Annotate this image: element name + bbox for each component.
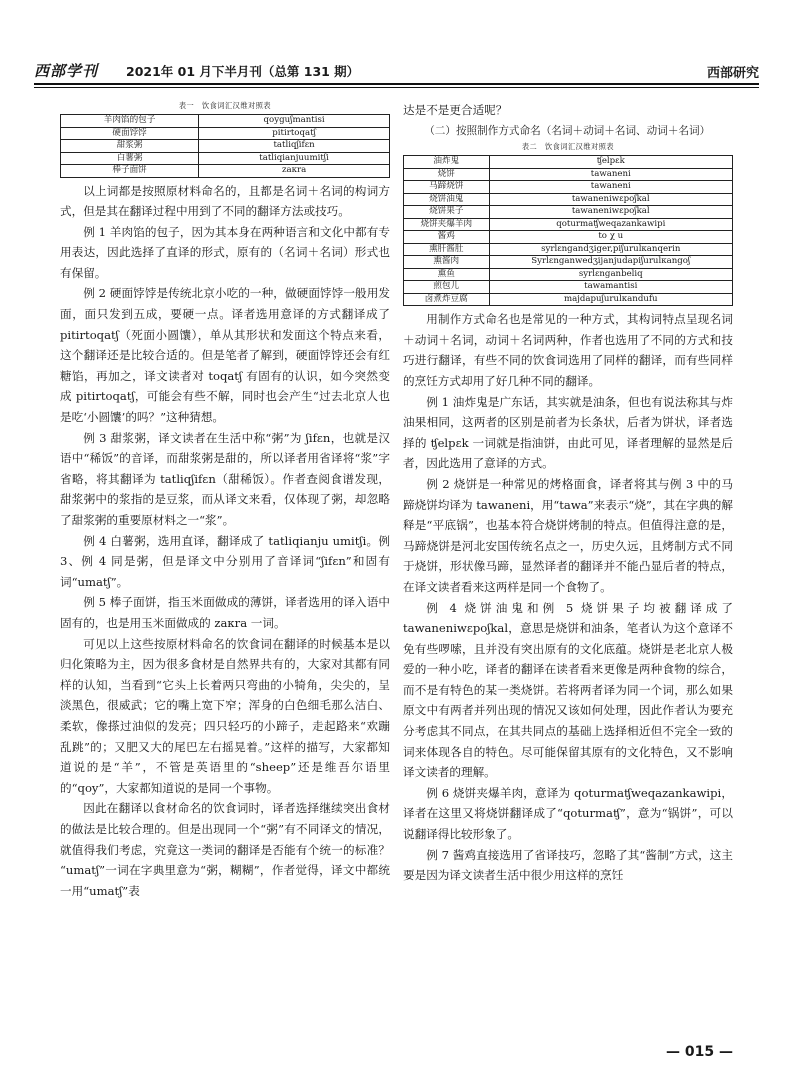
body-paragraph: 可见以上这些按原材料命名的饮食词在翻译的时候基本是以归化策略为主，因为很多食材是自然界共有的，大家对其都有同样的认知，当看到“它头上长着两只弯曲的小犄角，尖尖的，呈淡黑色，很威武；它的嘴上宽下窄；浑身的白色细毛那么洁白、柔软，像搽过油似的发亮；四只轻巧的小蹄子，走起路来“欢蹦乱跳”的；又肥又大的尾巴左右摇晃着。”这样的描写，大家都知道说的是“羊”，不管是英语里的“sheep”还是维吾尔语里的“qoy”，大家都知道说的是同一个事物。 [60, 636, 390, 795]
table-row [61, 152, 390, 165]
table-row [404, 181, 733, 194]
body-paragraph: 用制作方式命名也是常见的一种方式，其构词特点呈现名词＋动词＋名词，动词＋名词两种，作者也选用了不同的方式和技巧进行翻译，有些不同的饮食词选用了同样的翻译，而有些同样的烹饪方式却用了好几种不同的翻译。 [403, 312, 733, 388]
table-row [61, 115, 390, 128]
uyghur-term-cell: majdapuʃurulкandufu [489, 293, 732, 306]
chinese-term-cell: 熏酱肉 [404, 256, 490, 269]
uyghur-term-cell: zaкra [199, 165, 390, 178]
chinese-term-cell: 白薯粥 [61, 152, 199, 165]
uyghur-term-cell: ʧelpɛk [489, 156, 732, 169]
chinese-term-cell: 酱鸡 [404, 231, 490, 244]
left-column [60, 100, 390, 901]
uyghur-term-cell: tawaneni [489, 168, 732, 181]
uyghur-term-cell: syrlɛnganbeliq [489, 268, 732, 281]
page-header [34, 58, 759, 84]
chinese-term-cell: 马蹄烧饼 [404, 181, 490, 194]
table-row [404, 268, 733, 281]
body-paragraph: 例 2 硬面饽饽是传统北京小吃的一种，做硬面饽饽一般用发面，面只发到五成，要硬一点。译者选用意译的方式翻译成了 pitirtoqatʃ（死面小圆馕），单从其形状和发面这个特点来看，这个翻译还是比较合适的。但是笔者了解到，硬面饽饽还会有红糖馅，再加之，译文读者对 toqatʃ 有固有的认识，如今突然变成 pitirtoqatʃ，可能会有些不解，同时也会产生“过去北京人也是吃‘小圆馕’的吗？”这种猜想。 [60, 286, 390, 425]
header-rule-thin [34, 87, 759, 88]
right-column [403, 100, 733, 886]
chinese-term-cell: 甜浆粥 [61, 140, 199, 153]
uyghur-term-cell: syrlɛngandʒiger,piʃurulкanqerin [489, 243, 732, 256]
uyghur-term-cell: tawaneniwɛpoʃkal [489, 193, 732, 206]
body-paragraph: 例 6 烧饼夹爆羊肉，意译为 qoturmaʧweqazankawipi，译者在这里又将烧饼翻译成了“qoturmaʧ”，意为“锅饼”，可以说翻译得比较形象了。 [403, 785, 733, 842]
uyghur-term-cell: Syrlɛnganwedʒijanjudapiʃurulкangoʃ [489, 256, 732, 269]
header-rule [34, 83, 759, 85]
chinese-term-cell: 硬面饽饽 [61, 127, 199, 140]
body-paragraph: 例 2 烧饼是一种常见的烤格面食，译者将其与例 3 中的马蹄烧饼均译为 tawaneni，用“tawa”来表示“烧”，其在字典的解释是“平底锅”，也基本符合烧饼烤制的特点。但值得注意的是，马蹄烧饼是河北安国传统名点之一，历史久远，且烤制方式不同于烧饼，形状像马蹄，显然译者的翻译并不能凸显后者的特点，在译文读者看来这两样是同一个食物了。 [403, 476, 733, 594]
body-paragraph: 例 1 油炸鬼是广东话，其实就是油条，但也有说法称其与炸油果相同，这两者的区别是前者为长条状，后者为饼状，译者选择的 ʧelpɛk 一词就是指油饼，由此可见，译者理解的显然是后者，因此选用了意译的方式。 [403, 394, 733, 471]
body-paragraph: 例 1 羊肉馅的包子，因为其本身在两种语言和文化中都有专用表达，因此选择了直译的形式，原有的（名词＋名词）形式也有保留。 [60, 224, 390, 280]
table-row [404, 231, 733, 244]
chinese-term-cell: 棒子面饼 [61, 165, 199, 178]
uyghur-term-cell: tatliqʃifɛn [199, 140, 390, 153]
chinese-term-cell: 羊肉馅的包子 [61, 115, 199, 128]
table1-caption: 表一 饮食词汇汉维对照表 [178, 101, 272, 110]
right-intro-text: 达是不是更合适呢？ [403, 103, 508, 117]
body-paragraph: 例 4 烧饼油鬼和例 5 烧饼果子均被翻译成了 tawaneniwɛpoʃkal，意思是烧饼和油条，笔者认为这个意译不免有些啰嗦，且并没有突出原有的文化底蕴。烧饼是老北京人极爱的一种小吃，译者的翻译在读者看来更像是两种食物的综合，而不是有特色的某一类烧饼。若将两者译为同一个词，那么如果原文中有两者并列出现的情况又该如何处理，因此作者认为要充分考虑其不同点，在其共同点的基础上选择相近但不完全一致的词来体现各自的特色。尽可能保留其原有的文化特色，又不影响译文读者的理解。 [403, 600, 733, 780]
table-row [404, 218, 733, 231]
right-body-text [403, 309, 733, 886]
chinese-term-cell: 熏肝酱肚 [404, 243, 490, 256]
body-paragraph: 以上词都是按照原材料命名的，且都是名词＋名词的构词方式，但是其在翻译过程中用到了不同的翻译方法或技巧。 [60, 183, 390, 219]
uyghur-term-cell: tawaneni [489, 181, 732, 194]
table-row [404, 293, 733, 306]
table-row [404, 206, 733, 219]
body-paragraph: 例 4 白薯粥，选用直译，翻译成了 tatliqianju umitʃi。例 3、例 4 同是粥，但是译文中分别用了音译词“ʃifɛn”和固有词“umatʃ”。 [60, 533, 390, 589]
uyghur-term-cell: tawaneniwɛpoʃkal [489, 206, 732, 219]
table-row [404, 193, 733, 206]
page-number: — 015 — [666, 1044, 733, 1060]
chinese-term-cell: 烧饼油鬼 [404, 193, 490, 206]
table-row [404, 156, 733, 169]
table-row [61, 165, 390, 178]
chinese-term-cell: 煎包儿 [404, 281, 490, 294]
table-row [404, 256, 733, 269]
chinese-term-cell: 烧饼果子 [404, 206, 490, 219]
body-paragraph: 因此在翻译以食材命名的饮食词时，译者选择继续突出食材的做法是比较合理的。但是出现同一个“粥”有不同译文的情况，就值得我们考虑，究竟这一类词的翻译是否能有个统一的标准？ “umatʃ”一词在字典里意为“粥，糊糊”，作者觉得，译文中都统一用“umatʃ”表 [60, 801, 390, 898]
table-row [61, 140, 390, 153]
body-paragraph: 例 5 棒子面饼，指玉米面做成的薄饼，译者选用的译入语中固有的，也是用玉米面做成的 zaкra 一词。 [60, 595, 390, 630]
body-paragraph: 例 3 甜浆粥，译文读者在生活中称“粥”为 ʃifɛn，也就是汉语中“稀饭”的音译，而甜浆粥是甜的，所以译者用省译将“浆”字省略，将其翻译为 tatliqʃifɛn（甜稀饭）。作者查阅食谱发现，甜浆粥中的浆指的是豆浆，而从译文来看，仅体现了粥，却忽略了甜浆粥的重要原材料之一“浆”。 [60, 430, 390, 527]
section-subheading: （二）按照制作方式命名（名词＋动词＋名词、动词＋名词） [424, 124, 711, 137]
chinese-term-cell: 卤煮炸豆腐 [404, 293, 490, 306]
table-row [61, 127, 390, 140]
section-name: 西部研究 [706, 66, 759, 81]
chinese-term-cell: 烧饼 [404, 168, 490, 181]
uyghur-term-cell: qoyguʃmantisi [199, 115, 390, 128]
uyghur-term-cell: tawamantisi [489, 281, 732, 294]
chinese-term-cell: 熏鱼 [404, 268, 490, 281]
uyghur-term-cell: to χ u [489, 231, 732, 244]
chinese-term-cell: 油炸鬼 [404, 156, 490, 169]
table-row [404, 281, 733, 294]
table2-caption: 表二 饮食词汇汉维对照表 [521, 142, 615, 152]
chinese-term-cell: 烧饼夹爆羊肉 [404, 218, 490, 231]
uyghur-term-cell: pitirtoqatʃ [199, 127, 390, 140]
table1 [60, 114, 390, 178]
table-row [404, 243, 733, 256]
left-body-text [60, 181, 390, 902]
uyghur-term-cell: qoturmaʧweqazankawipi [489, 218, 732, 231]
issue-info: 2021年 01 月下半月刊（总第 131 期） [126, 64, 360, 79]
body-paragraph: 例 7 酱鸡直接选用了省译技巧，忽略了其“酱制”方式，这主要是因为译文读者生活中很少用这样的烹饪 [403, 847, 733, 883]
table2 [403, 155, 733, 306]
uyghur-term-cell: tatliqianjuumitʃi [199, 152, 390, 165]
table-row [404, 168, 733, 181]
journal-logo: 西部学刊 [34, 62, 99, 80]
